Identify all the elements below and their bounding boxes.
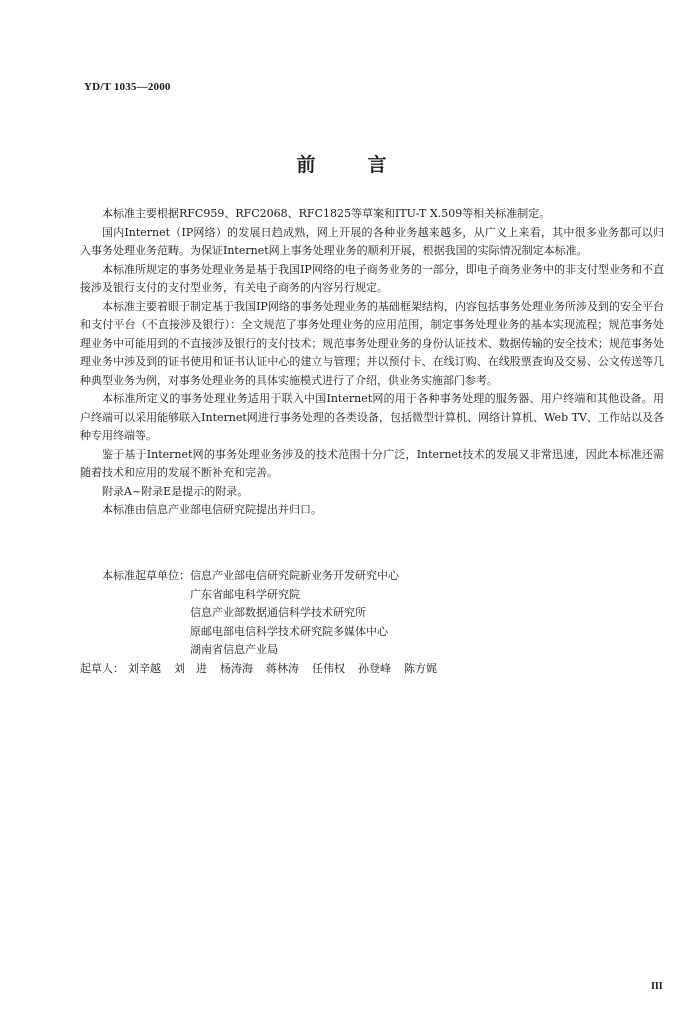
drafter-name: 刘辛越 [128, 661, 161, 675]
page-title: 前言 [296, 154, 439, 176]
drafting-section [80, 567, 664, 678]
page-number: III [651, 981, 663, 992]
drafting-unit: 原邮电部电信科学技术研究院多媒体中心 [190, 624, 388, 638]
foreword-body [80, 205, 664, 520]
paragraph-proposer: 本标准由信息产业部电信研究院提出并归口。 [102, 503, 322, 516]
paragraph-future-revision: 鉴于基于Internet网的事务处理业务涉及的技术范围十分广泛，Internet技术的发展又非常迅速，因此本标准还需随着技术和应用的发展不断补充和完善。 [80, 447, 664, 479]
drafting-units-label: 本标准起草单位： [102, 569, 190, 582]
paragraph-background: 国内Internet（IP网络）的发展日趋成熟，网上开展的各种业务越来越多，从广义上来看，其中很多业务都可以归入事务处理业务范畴。为保证Internet网上事务处理业务的顺利开展，根据我国的实际情况制定本标准。 [80, 225, 664, 257]
drafting-units [80, 567, 664, 660]
drafters-row [80, 660, 664, 679]
drafting-unit: 信息产业部数据通信科学技术研究所 [190, 606, 366, 619]
paragraph-content-summary: 本标准主要着眼于制定基于我国IP网络的事务处理业务的基础框架结构，内容包括事务处理业务所涉及到的安全平台和支付平台（不直接涉及银行）：全文规范了事务处理业务的应用范围，制定事务处理业务的基本实现流程；规范事务处理业务中可能用到的不直接涉及银行的支付技术；规范事务处理业务的身份认证技术、数据传输的安全技术；规范事务处理业务中涉及到的证书使用和证书认证中心的建立与管理；并以预付卡、在线订购、在线股票查询及交易、公文传送等几种典型业务为例，对事务处理业务的具体实施模式进行了介绍，供业务实施部门参考。 [80, 299, 664, 387]
paragraph-annexes: 附录A~附录E是提示的附录。 [102, 484, 249, 498]
drafting-units-list [190, 567, 399, 660]
drafting-unit: 信息产业部电信研究院新业务开发研究中心 [190, 569, 399, 582]
drafter-name: 孙登峰 [358, 661, 391, 675]
drafters-label: 起草人： [80, 661, 124, 675]
drafting-unit: 湖南省信息产业局 [190, 643, 278, 656]
paragraph-scope-definition: 本标准所规定的事务处理业务是基于我国IP网络的电子商务业务的一部分，即电子商务业务中的非支付型业务和不直接涉及银行支付的支付型业务，有关电子商务的内容另行规定。 [80, 262, 664, 294]
paragraph-basis: 本标准主要根据RFC959、RFC2068、RFC1825等草案和ITU-T X.509等相关标准制定。 [102, 207, 551, 220]
drafter-name: 陈方娓 [404, 661, 437, 675]
drafter-name: 任伟权 [312, 661, 345, 675]
drafting-unit: 广东省邮电科学研究院 [190, 587, 300, 601]
drafter-name: 杨涛海 [220, 661, 253, 675]
paragraph-applicability: 本标准所定义的事务处理业务适用于联入中国Internet网的用于各种事务处理的服务器、用户终端和其他设备。用户终端可以采用能够联入Internet网进行事务处理的各类设备，包括微型计算机、网络计算机、Web TV、工作站以及各种专用终端等。 [80, 392, 664, 442]
standard-number: YD/T 1035—2000 [84, 81, 171, 93]
drafter-name: 蒋林涛 [266, 661, 299, 675]
drafter-name: 刘 进 [174, 661, 207, 675]
